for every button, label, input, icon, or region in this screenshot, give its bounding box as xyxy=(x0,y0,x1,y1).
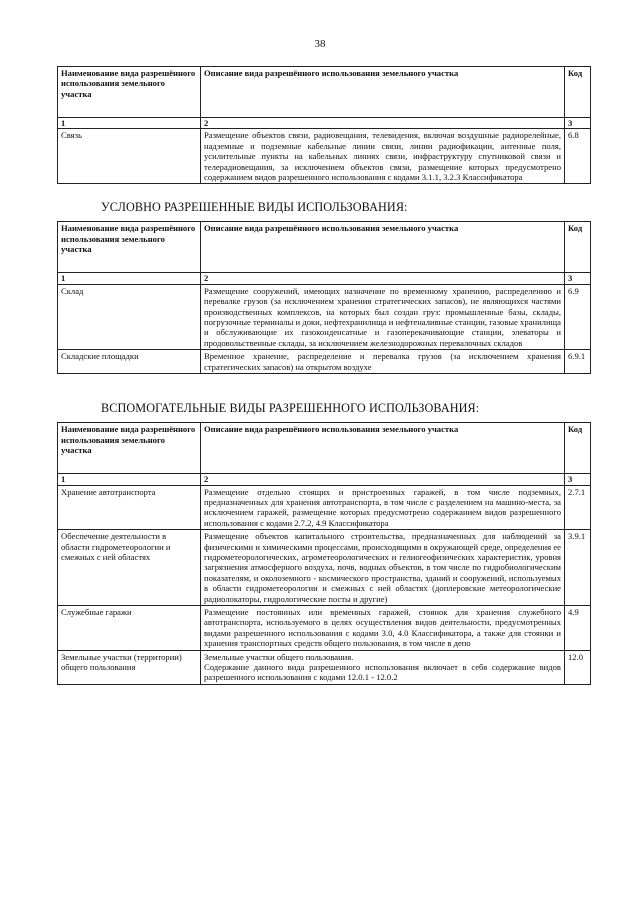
column-number-1: 1 xyxy=(58,474,201,485)
row-description: Размещение объектов связи, радиовещания, телевидения, включая воздушные радиорелейные, надземные и подземные кабельные линии связи, линии радиофикации, антенные поля, усилительные пункты на кабельных линиях связи, инфраструктуру спутниковой связи и телерадиовещания, за исключением объектов связи, размещение которых предусмотрено содержанием видов разрешенного использования с кодами 3.1.1, 3.2.3 Классификатора xyxy=(201,129,565,184)
header-name: Наименование вида разрешённого использования земельного участка xyxy=(58,222,201,273)
row-name: Служебные гаражи xyxy=(58,605,201,650)
section-title-auxiliary: ВСПОМОГАТЕЛЬНЫЕ ВИДЫ РАЗРЕШЕННОГО ИСПОЛЬЗОВАНИЯ: xyxy=(101,401,480,416)
header-code: Код xyxy=(565,222,591,273)
column-number-2: 2 xyxy=(201,118,565,129)
row-code: 4.9 xyxy=(565,605,591,650)
table-auxiliary-uses xyxy=(57,422,591,685)
table-row xyxy=(58,530,591,606)
row-description: Размещение объектов капитального строительства, предназначенных для наблюдений за физическими и химическими процессами, происходящими в окружающей среде, определения ее гидрометеорологических, агрометеорологических и гелиогеофизических характеристик, уровня загрязнения атмосферного воздуха, почв, водных объектов, в том числе по гидробиологическим показателям, и околоземного - космического пространства, зданий и сооружений, используемых в области гидрометеорологии и смежных с ней областях (доплеровские метеорологические радиолокаторы, гидрологические посты и другие) xyxy=(201,530,565,606)
column-number-2: 2 xyxy=(201,474,565,485)
table-row xyxy=(58,485,591,530)
table-header-row xyxy=(58,222,591,273)
column-number-row xyxy=(58,474,591,485)
header-description: Описание вида разрешённого использования земельного участка xyxy=(201,222,565,273)
row-code: 2.7.1 xyxy=(565,485,591,530)
row-name: Складские площадки xyxy=(58,350,201,374)
header-description: Описание вида разрешённого использования земельного участка xyxy=(201,67,565,118)
table-conditional-uses xyxy=(57,221,591,374)
row-code: 6.9 xyxy=(565,284,591,349)
table-row xyxy=(58,284,591,349)
row-name: Связь xyxy=(58,129,201,184)
row-description: Размещение отдельно стоящих и пристроенных гаражей, в том числе подземных, предназначенных для хранения автотранспорта, в том числе с разделением на машино-места, за исключением гаражей, размещение которых предусмотрено содержанием видов разрешенного использования с кодами 2.7.2, 4.9 Классификатора xyxy=(201,485,565,530)
header-name: Наименование вида разрешённого использования земельного участка xyxy=(58,423,201,474)
row-name: Земельные участки (территории) общего пользования xyxy=(58,650,201,684)
header-code: Код xyxy=(565,423,591,474)
table-row xyxy=(58,650,591,684)
table-row xyxy=(58,605,591,650)
row-name: Обеспечение деятельности в области гидрометеорологии и смежных с ней областях xyxy=(58,530,201,606)
row-description: Размещение сооружений, имеющих назначение по временному хранению, распределению и перевалке грузов (за исключением хранения стратегических запасов), не являющихся частями производственных комплексов, на которых был создан груз: промышленные базы, склады, погрузочные терминалы и доки, нефтехранилища и нефтеналивные станции, газовые хранилища и обслуживающие их газоконденсатные и газоперекачивающие станции, элеваторы и продовольственные склады, за исключением железнодорожных перевалочных складов xyxy=(201,284,565,349)
row-code: 3.9.1 xyxy=(565,530,591,606)
table-header-row xyxy=(58,67,591,118)
table-main-uses xyxy=(57,66,591,184)
row-code: 12.0 xyxy=(565,650,591,684)
header-code: Код xyxy=(565,67,591,118)
column-number-3: 3 xyxy=(565,474,591,485)
header-description: Описание вида разрешённого использования земельного участка xyxy=(201,423,565,474)
row-code: 6.9.1 xyxy=(565,350,591,374)
table-row xyxy=(58,350,591,374)
row-description: Земельные участки общего пользования. Содержание данного вида разрешенного использования включает в себя содержание видов разрешенного использования с кодами 12.0.1 - 12.0.2 xyxy=(201,650,565,684)
section-title-conditional: УСЛОВНО РАЗРЕШЕННЫЕ ВИДЫ ИСПОЛЬЗОВАНИЯ: xyxy=(101,200,408,215)
row-code: 6.8 xyxy=(565,129,591,184)
column-number-row xyxy=(58,118,591,129)
column-number-1: 1 xyxy=(58,118,201,129)
document-body xyxy=(57,66,590,685)
table-row xyxy=(58,129,591,184)
column-number-1: 1 xyxy=(58,273,201,284)
column-number-row xyxy=(58,273,591,284)
column-number-3: 3 xyxy=(565,118,591,129)
row-name: Хранение автотранспорта xyxy=(58,485,201,530)
column-number-3: 3 xyxy=(565,273,591,284)
row-description: Временное хранение, распределение и перевалка грузов (за исключением хранения стратегических запасов) на открытом воздухе xyxy=(201,350,565,374)
page-number: 38 xyxy=(314,38,326,50)
header-name: Наименование вида разрешённого использования земельного участка xyxy=(58,67,201,118)
table-header-row xyxy=(58,423,591,474)
column-number-2: 2 xyxy=(201,273,565,284)
row-description: Размещение постоянных или временных гаражей, стоянок для хранения служебного автотранспорта, используемого в целях осуществления видов деятельности, предусмотренных видами разрешенного использования с кодами 3.0, 4.0 Классификатора, а также для стоянки и хранения транспортных средств общего пользования, в том числе в депо xyxy=(201,605,565,650)
row-name: Склад xyxy=(58,284,201,349)
